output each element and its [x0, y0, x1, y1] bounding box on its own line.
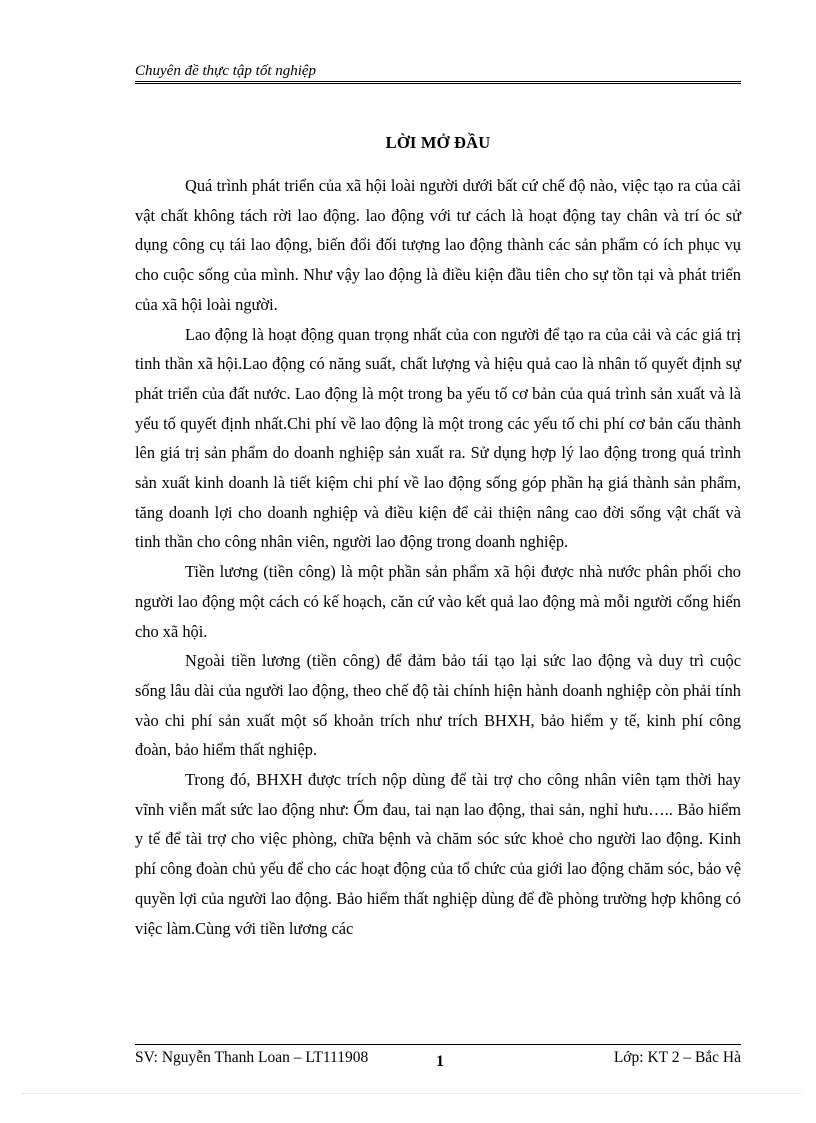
paragraph-5: Trong đó, BHXH được trích nộp dùng để tài trợ cho công nhân viên tạm thời hay vĩnh viễn mất sức lao động như: Ốm đau, tai nạn lao động, thai sản, nghỉ hưu….. Bảo hiểm y tế để tài trợ cho việc phòng, chữa bệnh và chăm sóc sức khoẻ cho người lao động. Kinh phí công đoàn chủ yếu để cho các hoạt động của tổ chức của giới lao động chăm sóc, bảo vệ quyền lợi của người lao động. Bảo hiểm thất nghiệp dùng để đề phòng trường hợp không có việc làm.Cùng với tiền lương các [135, 770, 741, 938]
footer-divider [135, 1044, 741, 1045]
footer-class: Lớp: KT 2 – Bắc Hà [613, 1049, 741, 1066]
footer-student: SV: Nguyễn Thanh Loan – LT111908 [135, 1049, 369, 1066]
paragraph-3: Tiền lương (tiền công) là một phần sản phẩm xã hội được nhà nước phân phối cho người lao động một cách có kế hoạch, căn cứ vào kết quả lao động mà mỗi người cống hiến cho xã hội. [135, 562, 741, 641]
paragraph-2: Lao động là hoạt động quan trọng nhất của con người để tạo ra của cải và các giá trị tinh thần xã hội.Lao động có năng suất, chất lượng và hiệu quả cao là nhân tố quyết định sự phát triển của đất nước. Lao động là một trong ba yếu tố cơ bản của quá trình sản xuất và là yếu tố quyết định nhất.Chi phí về lao động là một trong các yếu tố chi phí cơ bản cấu thành lên giá trị sản phẩm do doanh nghiệp sản xuất ra. Sử dụng hợp lý lao động trong quá trình sản xuất kinh doanh là tiết kiệm chi phí về lao động sống góp phần hạ giá thành sản phẩm, tăng doanh lợi cho doanh nghiệp và điều kiện để cải thiện nâng cao đời sống vật chất và tinh thần cho công nhân viên, người lao động trong doanh nghiệp. [135, 324, 741, 552]
header-divider [135, 81, 741, 84]
page-number: 1 [436, 1053, 444, 1070]
page-bottom-edge [22, 1093, 802, 1094]
running-header: Chuyên đề thực tập tốt nghiệp [135, 63, 317, 79]
paragraph-4: Ngoài tiền lương (tiền công) để đảm bảo tái tạo lại sức lao động và duy trì cuộc sống lâu dài của người lao động, theo chế độ tài chính hiện hành doanh nghiệp còn phải tính vào chi phí sản xuất một số khoản trích như trích BHXH, bảo hiểm y tế, kinh phí công đoàn, bảo hiểm thất nghiệp. [135, 651, 741, 760]
document-body [135, 171, 741, 943]
page-title: LỜI MỞ ĐẦU [385, 133, 491, 152]
paragraph-1: Quá trình phát triển của xã hội loài người dưới bất cứ chế độ nào, việc tạo ra của cải vật chất không tách rời lao động. lao động với tư cách là hoạt động tay chân và trí óc sử dụng công cụ tái lao động, biến đổi đối tượng lao động thành các sản phẩm có ích phục vụ cho cuộc sống của mình. Như vậy lao động là điều kiện đầu tiên cho sự tồn tại và phát triển của xã hội loài người. [135, 176, 741, 314]
